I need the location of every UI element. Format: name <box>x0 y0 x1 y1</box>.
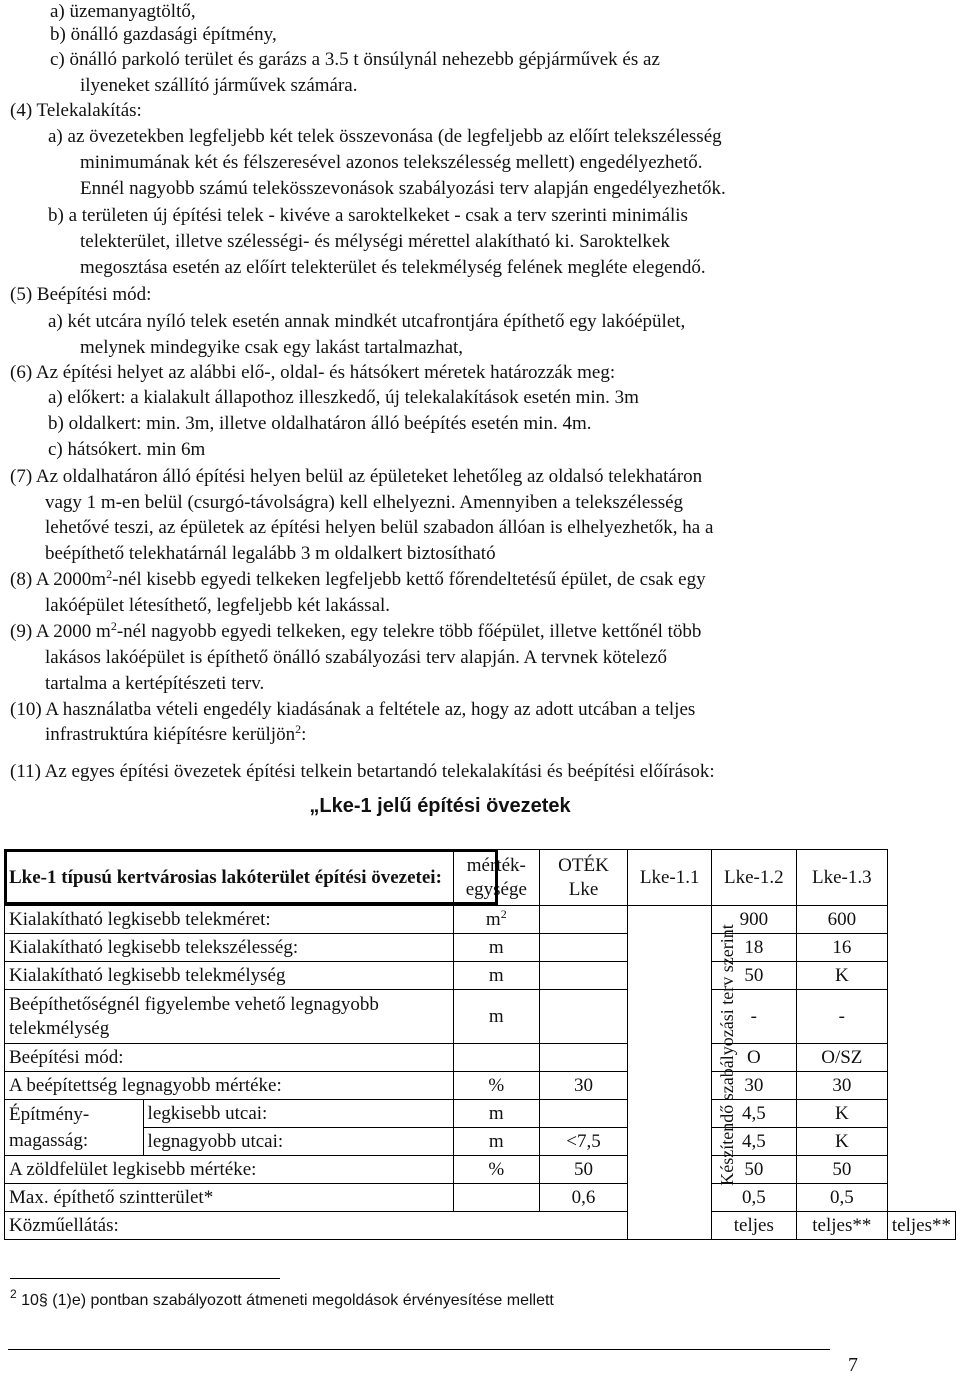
text-line: (5) Beépítési mód: <box>10 284 152 305</box>
page-footer-rule <box>8 1349 830 1350</box>
lke-1-2-cell: teljes** <box>796 1212 887 1240</box>
otek-cell <box>539 906 628 934</box>
row-label: Kialakítható legkisebb telekméret: <box>5 906 454 934</box>
row-label: legnagyobb utcai: <box>143 1128 454 1156</box>
unit-cell: m <box>454 1128 539 1156</box>
text-line: (11) Az egyes építési övezetek építési telkein betartandó telekalakítási és beépítési előírások: <box>10 761 715 782</box>
unit-cell <box>454 1044 539 1072</box>
row-label: Kialakítható legkisebb telekmélység <box>5 962 454 990</box>
text-line: b) önálló gazdasági építmény, <box>50 24 277 45</box>
row-label: A zöldfelület legkisebb mértéke: <box>5 1156 454 1184</box>
text-line: a) az övezetekben legfeljebb két telek összevonása (de legfeljebb az előírt telekszélesség <box>48 126 722 147</box>
table-row <box>5 1100 956 1128</box>
text-line: beépíthető telekhatárnál legalább 3 m oldalkert biztosítható <box>45 543 496 564</box>
lke-1-2-cell: 18 <box>711 934 796 962</box>
table-row <box>5 934 956 962</box>
lke-1-3-cell: K <box>796 1100 887 1128</box>
unit-header-cell: mérték- egysége <box>454 850 539 906</box>
unit-cell: m <box>454 962 539 990</box>
text-line: Ennél nagyobb számú telekösszevonások szabályozási terv alapján engedélyezhetők. <box>80 178 726 199</box>
lke-1-3-cell: 600 <box>796 906 887 934</box>
column-header-lke-1-2: Lke-1.2 <box>711 850 796 906</box>
text-line: lakásos lakóépület is építhető önálló szabályozási terv alapján. A tervnek kötelező <box>45 647 668 668</box>
text-line: (10) A használatba vételi engedély kiadásának a feltétele az, hogy az adott utcában a teljes <box>10 699 696 720</box>
text-line: vagy 1 m-en belül (csurgó-távolságra) kell elhelyezni. Amennyiben a telekszélesség <box>45 492 684 513</box>
lke-1-3-cell: K <box>796 1128 887 1156</box>
lke-1-2-cell: 4,5 <box>711 1100 796 1128</box>
table-row <box>5 1156 956 1184</box>
table-row <box>5 1072 956 1100</box>
lke-1-3-cell: K <box>796 962 887 990</box>
vertical-note <box>682 905 772 1205</box>
otek-cell <box>539 934 628 962</box>
table-row <box>5 990 956 1044</box>
otek-cell <box>539 990 628 1044</box>
lke-1-2-cell: 30 <box>711 1072 796 1100</box>
text-line: lehetővé teszi, az épületek az építési helyen belül szabadon állóan is elhelyezhetők, ha a <box>45 517 714 538</box>
unit-cell: m <box>454 1100 539 1128</box>
text-line: infrastruktúra kiépítésre kerüljön$^2$: <box>45 722 307 745</box>
footnote-mark: 2 <box>10 1287 17 1301</box>
otek-cell: <7,5 <box>539 1128 628 1156</box>
unit-cell <box>454 1184 539 1212</box>
text-line: (9) A 2000 $m^2$-nél nagyobb egyedi telkeken, egy telekre több főépület, illetve kettőnél több <box>10 619 702 642</box>
lke-1-1-cell: teljes <box>711 1212 796 1240</box>
vertical-note-text: Készítendő szabályozási terv szerint <box>717 924 737 1186</box>
row-label: legkisebb utcai: <box>143 1100 454 1128</box>
text-line: tartalma a kertépítészeti terv. <box>45 673 265 694</box>
text-line: melynek mindegyike csak egy lakást tartalmazhat, <box>80 337 464 358</box>
otek-cell: 50 <box>539 1156 628 1184</box>
otek-cell <box>539 1044 628 1072</box>
table-title-cell: Lke-1 típusú kertvárosias lakóterület építési övezetei: <box>5 850 454 906</box>
unit-cell: $m^2$ <box>454 906 539 934</box>
text-line: b) a területen új építési telek - kivéve a saroktelkeket - csak a terv szerinti minimális <box>48 205 688 226</box>
table-row <box>5 1128 956 1156</box>
otek-header-cell: OTÉK Lke <box>539 850 628 906</box>
unit-cell <box>454 1212 539 1240</box>
column-header-lke-1-3: Lke-1.3 <box>796 850 887 906</box>
unit-cell: % <box>454 1072 539 1100</box>
table-row <box>5 962 956 990</box>
text-line: c) önálló parkoló terület és garázs a 3.5 t önsúlynál nehezebb gépjárművek és az <box>50 49 660 70</box>
text-line: ilyeneket szállító járművek számára. <box>80 75 358 96</box>
row-label: Közműellátás: <box>5 1212 454 1240</box>
lke-1-3-cell: O/SZ <box>796 1044 887 1072</box>
table-row <box>5 1184 956 1212</box>
table-row <box>5 906 956 934</box>
text-line: megosztása esetén az előírt telekterület és telekmélység felének megléte elegendő. <box>80 257 706 278</box>
lke-1-3-cell: 0,5 <box>796 1184 887 1212</box>
lke-1-3-cell: teljes** <box>887 1212 955 1240</box>
page-number: 7 <box>848 1354 858 1376</box>
text-line: a) két utcára nyíló telek esetén annak mindkét utcafrontjára építhető egy lakóépület, <box>48 311 686 332</box>
text-line: c) hátsókert. min 6m <box>48 439 206 460</box>
text-line: (4) Telekalakítás: <box>10 100 142 121</box>
otek-cell: 0,6 <box>539 1184 628 1212</box>
section-heading: „Lke-1 jelű építési övezetek <box>309 795 571 817</box>
lke-1-2-cell: 4,5 <box>711 1128 796 1156</box>
lke-1-2-cell: O <box>711 1044 796 1072</box>
lke-1-2-cell: 900 <box>711 906 796 934</box>
row-label: Beépítési mód: <box>5 1044 454 1072</box>
otek-cell <box>539 1212 628 1240</box>
otek-cell <box>539 962 628 990</box>
unit-cell: m <box>454 990 539 1044</box>
row-label: Max. építhető szintterület* <box>5 1184 454 1212</box>
row-label: Kialakítható legkisebb telekszélesség: <box>5 934 454 962</box>
lke-1-2-cell: 0,5 <box>711 1184 796 1212</box>
lke-1-3-cell: 16 <box>796 934 887 962</box>
footnote-text: 10§ (1)e) pontban szabályozott átmeneti megoldások érvényesítése mellett <box>16 1292 554 1309</box>
text-line: (6) Az építési helyet az alábbi elő-, oldal- és hátsókert méretek határozzák meg: <box>10 362 616 383</box>
footnote-separator <box>10 1278 280 1279</box>
lke-1-3-cell: 30 <box>796 1072 887 1100</box>
text-line: (8) A $2000m^2$-nél kisebb egyedi telkeken legfeljebb kettő főrendeltetésű épület, de csak egy <box>10 567 706 590</box>
unit-cell: m <box>454 934 539 962</box>
lke-1-2-cell: - <box>711 990 796 1044</box>
text-line: lakóépület létesíthető, legfeljebb két lakással. <box>45 595 391 616</box>
lke-1-2-cell: 50 <box>711 1156 796 1184</box>
height-group-label: Építmény-magasság: <box>5 1100 144 1156</box>
row-label: A beépítettség legnagyobb mértéke: <box>5 1072 454 1100</box>
otek-cell: 30 <box>539 1072 628 1100</box>
text-line: b) oldalkert: min. 3m, illetve oldalhatáron álló beépítés esetén min. 4m. <box>48 413 592 434</box>
lke-1-3-cell: 50 <box>796 1156 887 1184</box>
table-header-row <box>5 850 956 906</box>
text-line: minimumának két és félszeresével azonos telekszélesség mellett) engedélyezhető. <box>80 152 703 173</box>
row-label: Beépíthetőségnél figyelembe vehető legnagyobb telekmélység <box>5 990 454 1044</box>
table-row <box>5 1212 956 1240</box>
footnote <box>10 1287 554 1310</box>
column-header-lke-1-1: Lke-1.1 <box>628 850 711 906</box>
zoning-table <box>4 849 956 1240</box>
lke-1-3-cell: - <box>796 990 887 1044</box>
text-line: a) előkert: a kialakult állapothoz illeszkedő, új telekalakítások esetén min. 3m <box>48 387 639 408</box>
otek-cell <box>539 1100 628 1128</box>
text-line: (7) Az oldalhatáron álló építési helyen belül az épületeket lehetőleg az oldalsó telekhatáron <box>10 466 703 487</box>
text-line: telekterület, illetve szélességi- és mélységi mérettel alakítható ki. Saroktelkek <box>80 231 670 252</box>
text-line: a) üzemanyagtöltő, <box>50 1 196 22</box>
lke-1-2-cell: 50 <box>711 962 796 990</box>
unit-cell: % <box>454 1156 539 1184</box>
table-row <box>5 1044 956 1072</box>
